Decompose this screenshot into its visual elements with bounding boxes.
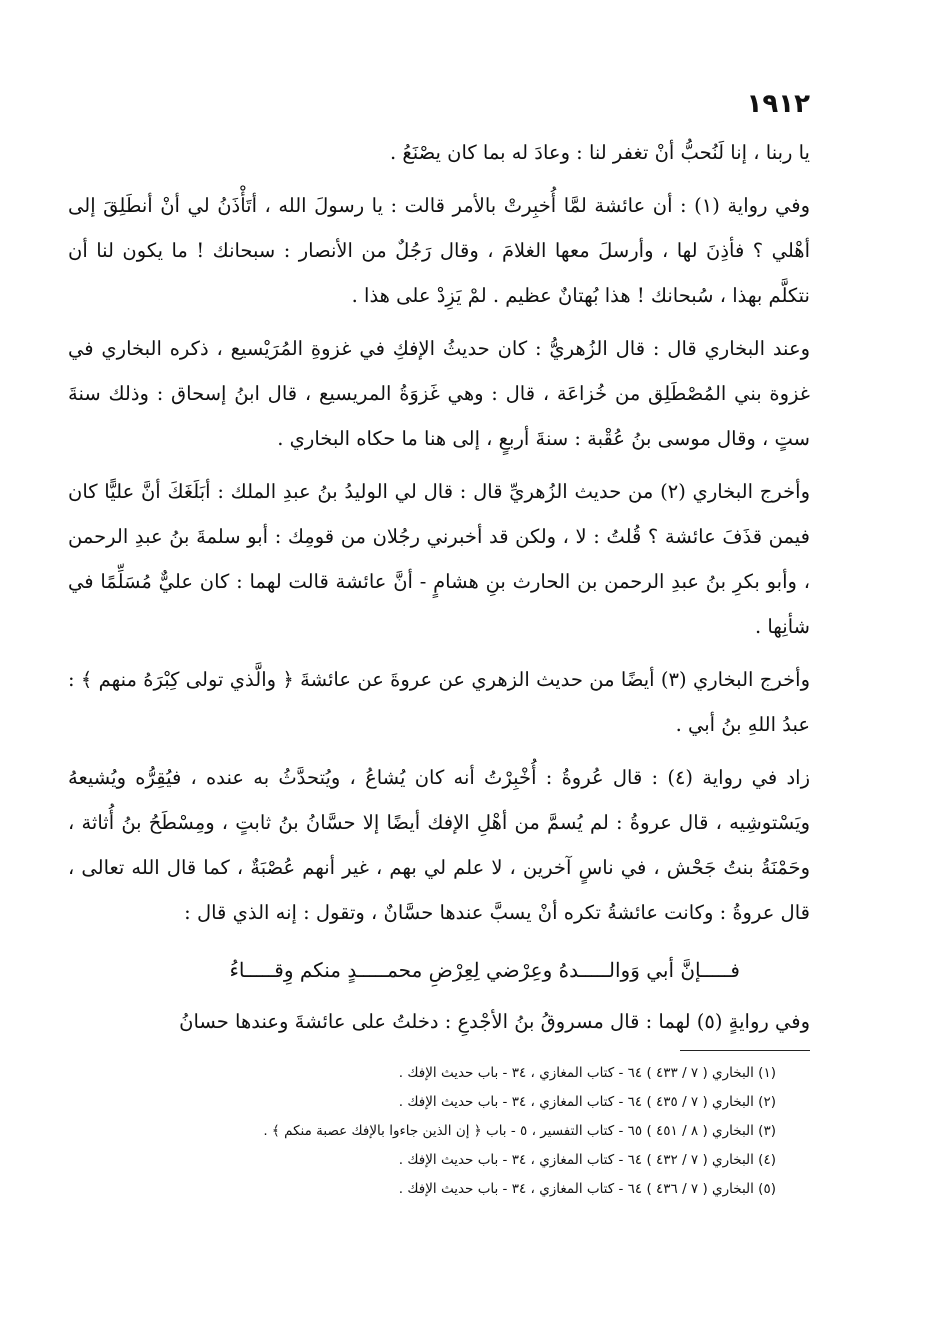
poem-verse: فـــــإنَّ أبي وَوالـــــدهُ وعِرْضي لِعِرْضِ محمـــــدٍ منكم وِقـــــاءُ	[229, 958, 740, 982]
footnote-separator	[680, 1050, 810, 1051]
footnote-4: (٤) البخاري ( ٧ / ٤٣٢ ) ٦٤ - كتاب المغازي ، ٣٤ - باب حديث الإفك .	[398, 1152, 776, 1168]
paragraph-3: وعند البخاري قال : قال الزُهريُّ : كان حديثُ الإفكِ في غزوةِ المُرَيْسيع ، ذكره البخاري في غزوة بني المُصْطَلِق من خُزاعَة ، قال : وهي غَزوَةُ المريسيع ، قال ابنُ إسحاق : وذلك سنةَ ستٍ ، وقال موسى بنُ عُقْبة : سنةَ أربعٍ ، إلى هنا ما حكاه البخاري .	[68, 337, 810, 450]
footnote-2: (٢) البخاري ( ٧ / ٤٣٥ ) ٦٤ - كتاب المغازي ، ٣٤ - باب حديث الإفك .	[398, 1094, 776, 1110]
footnote-3: (٣) البخاري ( ٨ / ٤٥١ ) ٦٥ - كتاب التفسير ، ٥ - باب ﴿ إن الذين جاءوا بالإفك عصبة منكم ﴾ .	[263, 1123, 776, 1139]
page-number: ١٩١٢	[746, 89, 810, 119]
paragraph-1: يا ربنا ، إنا لَنُحبُّ أنْ تغفر لنا : وعادَ له بما كان يصْنَعُ .	[389, 141, 810, 164]
paragraph-6: زاد في رواية (٤) : قال عُروةُ : أُخْبِرْتُ أنه كان يُشاعُ ، ويُتحدَّثُ به عنده ، فيُقِرُّه ويُشيعهُ ويَسْتوشِيه ، قال عروةُ : لم يُسمَّ من أهْلِ الإفك أيضًا إلا حسَّانُ بنُ ثابتٍ ، ومِسْطَحُ بنُ أُثاثة ، وحَمْنَةُ بنتُ جَحْش ، في ناسٍ آخرين ، لا علم لي بهم ، غير أنهم عُصْبَةٌ ، كما قال الله تعالى ، قال عروةُ : وكانت عائشةُ تكره أنْ يسبَّ عندها حسَّانٌ ، وتقول : إنه الذي قال :	[68, 766, 810, 924]
paragraph-5: وأخرج البخاري (٣) أيضًا من حديث الزهري عن عروةَ عن عائشةَ ﴿ والَّذي تولى كِبْرَهُ منهم ﴾ : عبدُ اللهِ بنُ أبي .	[68, 668, 810, 736]
footnotes-list	[68, 1059, 810, 1204]
paragraph-4: وأخرج البخاري (٢) من حديث الزُهريِّ قال : قال لي الوليدُ بنُ عبدِ الملك : أبَلَغَكَ أنَّ عليًّا كان فيمن قذَفَ عائشة ؟ قُلتُ : لا ، ولكن قد أخبرني رجُلان من قومِك : أبو سلمةَ بنُ عبدِ الرحمن ، وأبو بكرِ بنُ عبدِ الرحمن بن الحارث بنِ هشامٍ - أنَّ عائشة قالت لهما : كان عليٌّ مُسَلِّمًا في شأنِها .	[68, 480, 810, 638]
footnote-1: (١) البخاري ( ٧ / ٤٣٣ ) ٦٤ - كتاب المغازي ، ٣٤ - باب حديث الإفك .	[398, 1065, 776, 1081]
closing-paragraph: وفي روايةٍ (٥) لهما : قال مسروقُ بنُ الأجْدعِ : دخلتُ على عائشةَ وعندها حسانُ	[179, 1010, 810, 1033]
footnote-5: (٥) البخاري ( ٧ / ٤٣٦ ) ٦٤ - كتاب المغازي ، ٣٤ - باب حديث الإفك .	[398, 1181, 776, 1197]
book-page	[68, 86, 810, 1204]
paragraph-2: وفي رواية (١) : أن عائشة لمَّا أُخبِرتْ بالأمر قالت : يا رسولَ الله ، أتَأْذَنُ لي أنْ أنطَلِقَ إلى أهْلي ؟ فأذِنَ لها ، وأرسلَ معها الغلامَ ، وقال رَجُلٌ من الأنصار : سبحانك ! ما يكون لنا أن نتكلَّم بهذا ، سُبحانك ! هذا بُهتانٌ عظيم . لمْ يَزِدْ على هذا .	[68, 194, 810, 307]
